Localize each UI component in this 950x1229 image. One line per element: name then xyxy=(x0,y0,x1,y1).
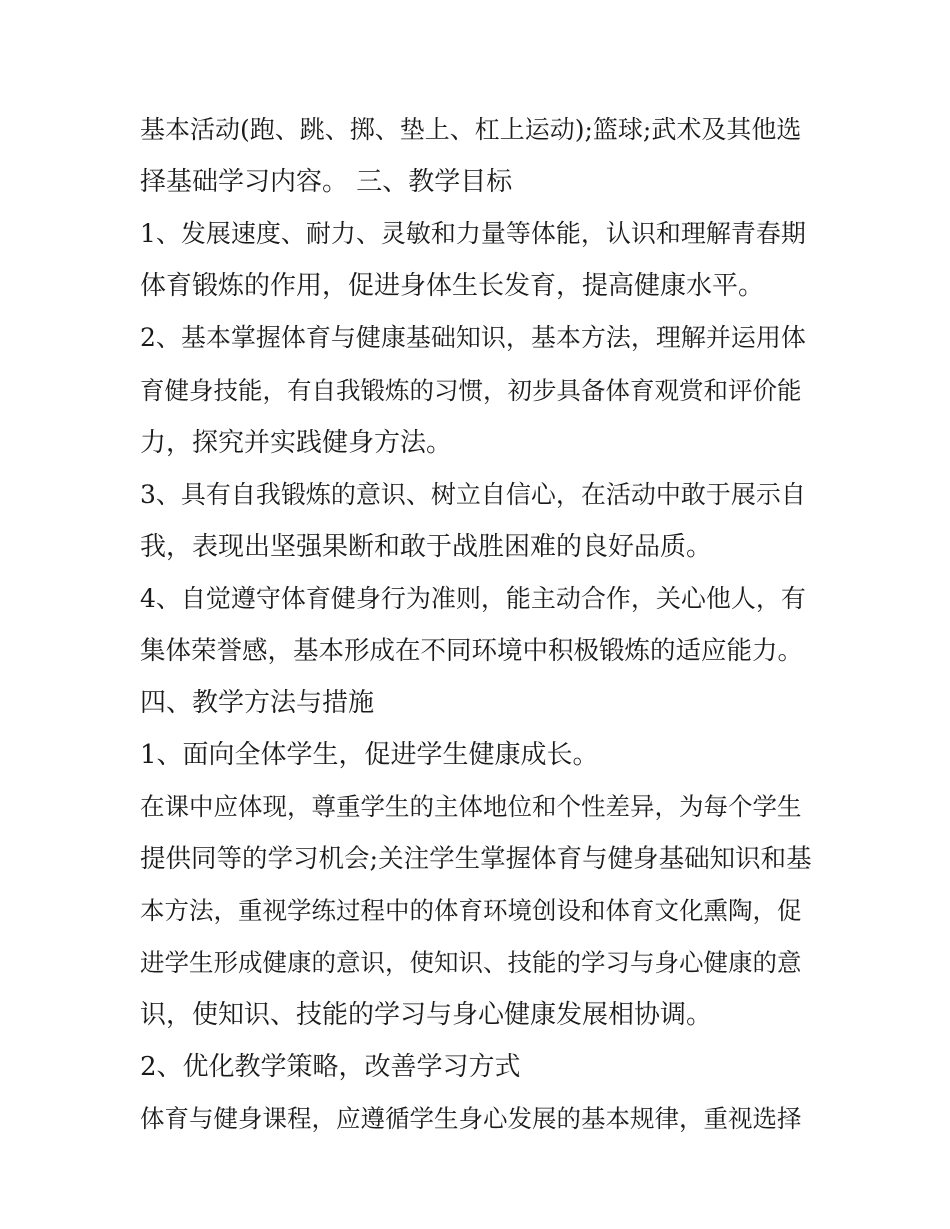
text-line: 识，使知识、技能的学习与身心健康发展相协调。 xyxy=(140,1000,713,1030)
text-line: 在课中应体现，尊重学生的主体地位和个性差异，为每个学生 xyxy=(140,792,802,821)
text-line: 育健身技能，有自我锻炼的习惯，初步具备体育观赏和评价能 xyxy=(140,376,802,405)
subheading: 1、面向全体学生，促进学生健康成长。 xyxy=(140,740,599,770)
subheading: 2、优化教学策略，改善学习方式 xyxy=(140,1052,521,1082)
text-line: 1、发展速度、耐力、灵敏和力量等体能，认识和理解青春期 xyxy=(140,219,806,248)
text-line: 3、具有自我锻炼的意识、树立自信心，在活动中敢于展示自 xyxy=(140,480,806,509)
text-line: 2、基本掌握体育与健康基础知识，基本方法，理解并运用体 xyxy=(140,323,806,352)
text-line: 力，探究并实践健身方法。 xyxy=(140,428,453,458)
text-line: 我，表现出坚强果断和敢于战胜困难的良好品质。 xyxy=(140,532,713,562)
text-line: 体育锻炼的作用，促进身体生长发育，提高健康水平。 xyxy=(140,271,765,301)
text-line: 体育与健身课程，应遵循学生身心发展的基本规律，重视选择 xyxy=(140,1104,802,1133)
section-heading: 四、教学方法与措施 xyxy=(140,688,375,718)
text-line: 择基础学习内容。 三、教学目标 xyxy=(140,167,513,197)
text-line: 4、自觉遵守体育健身行为准则，能主动合作，关心他人，有 xyxy=(140,584,806,613)
text-line: 提供同等的学习机会;关注学生掌握体育与健身基础知识和基 xyxy=(140,844,812,874)
text-line: 基本活动(跑、跳、掷、垫上、杠上运动);篮球;武术及其他选 xyxy=(140,115,802,144)
text-line: 本方法，重视学练过程中的体育环境创设和体育文化熏陶，促 xyxy=(140,896,802,925)
text-line: 集体荣誉感，基本形成在不同环境中积极锻炼的适应能力。 xyxy=(140,636,804,666)
text-line: 进学生形成健康的意识，使知识、技能的学习与身心健康的意 xyxy=(140,948,802,977)
